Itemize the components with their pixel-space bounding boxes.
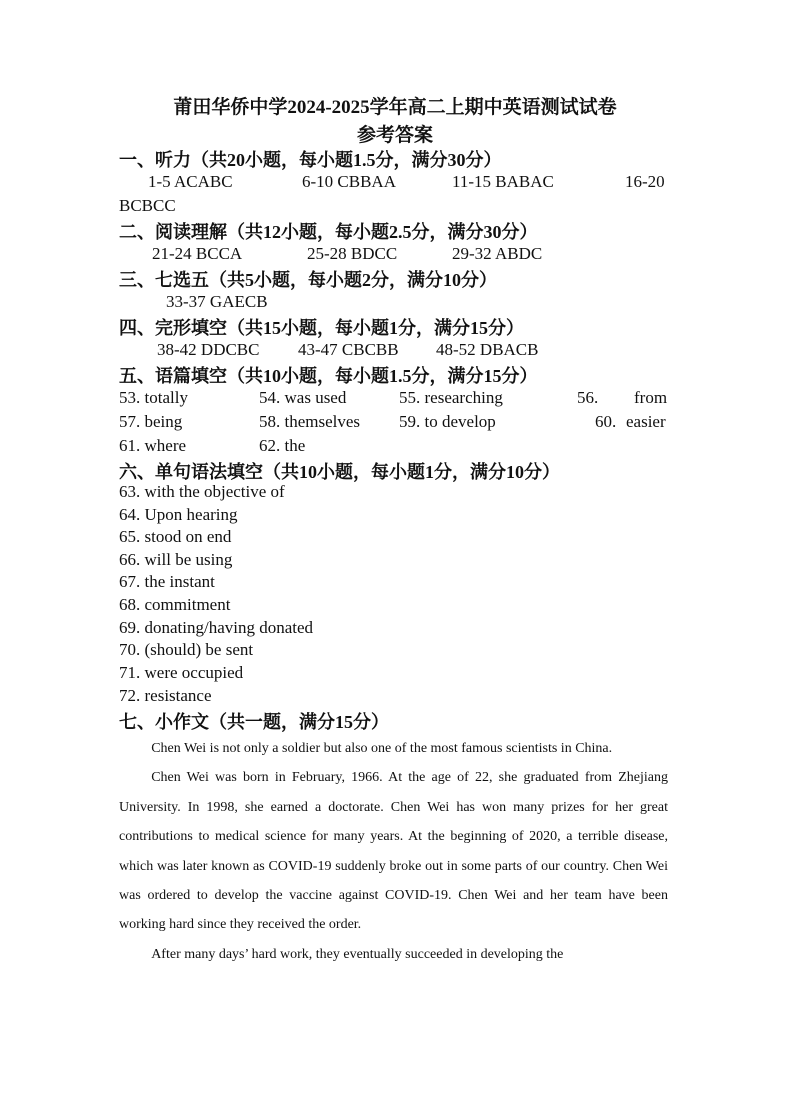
answer-group: 6-10 CBBAA — [302, 172, 396, 191]
answer-group: 29-32 ABDC — [452, 244, 543, 263]
essay-paragraph: Chen Wei was born in February, 1966. At the age of 22, she graduated from Zhejiang University. In 1998, she earned a doctorate. Chen Wei has won many prizes for her great contributions to medical science for many years. At the beginning of 2020, a terrible disease, which was later known as COVID-19 suddenly broke out in some parts of our country. Chen Wei was ordered to develop the vaccine against COVID-19. Chen Wei and her team have been working hard since they received the order. — [119, 770, 668, 933]
answer-group: 33-37 GAECB — [166, 292, 268, 311]
section-heading-reading: 二、阅读理解（共12小题，每小题2.5分，满分30分） — [119, 222, 538, 242]
answer-group: 43-47 CBCBB — [298, 340, 399, 359]
answer-item: 66. will be using — [119, 550, 233, 569]
answer-item: 61. where — [119, 436, 187, 455]
answer-item: 58. themselves — [259, 412, 361, 431]
answer-item: 71. were occupied — [119, 663, 244, 682]
answer-item-word: from — [634, 388, 668, 407]
answer-group: 25-28 BDCC — [307, 244, 398, 263]
answer-group: 38-42 DDCBC — [157, 340, 260, 359]
section-heading-grammar-fill: 六、单句语法填空（共10小题，每小题1分，满分10分） — [119, 462, 560, 482]
answer-item: 53. totally — [119, 388, 188, 407]
answer-item-number: 56. — [577, 388, 599, 407]
answer-group: 11-15 BABAC — [452, 172, 554, 191]
section-heading-passage-fill: 五、语篇填空（共10小题，每小题1.5分，满分15分） — [119, 366, 538, 386]
answer-group: 21-24 BCCA — [152, 244, 243, 263]
answer-item: 67. the instant — [119, 572, 215, 591]
answer-item: 72. resistance — [119, 686, 212, 705]
answer-group-prefix: 16-20 — [625, 172, 665, 191]
page-title: 莆田华侨中学2024-2025学年高二上期中英语测试试卷 — [173, 97, 617, 118]
page-subtitle: 参考答案 — [356, 125, 433, 146]
answer-item-number: 60. — [595, 412, 617, 431]
answer-item: 63. with the objective of — [119, 482, 285, 501]
answer-item: 59. to develop — [399, 412, 496, 431]
answer-item: 68. commitment — [119, 595, 231, 614]
answer-item: 54. was used — [259, 388, 347, 407]
answer-item: 70. (should) be sent — [119, 640, 254, 659]
section-heading-seven-choose-five: 三、七选五（共5小题，每小题2分，满分10分） — [119, 270, 497, 290]
essay-paragraph: Chen Wei is not only a soldier but also one of the most famous scientists in China. — [151, 741, 613, 756]
section-heading-listening: 一、听力（共20小题，每小题1.5分，满分30分） — [119, 150, 502, 170]
section-heading-short-essay: 七、小作文（共一题，满分15分） — [119, 712, 389, 732]
essay-paragraph: After many days’ hard work, they eventually succeeded in developing the — [151, 946, 564, 962]
answer-item: 65. stood on end — [119, 527, 232, 546]
essay-body — [119, 734, 668, 969]
section-heading-cloze: 四、完形填空（共15小题，每小题1分，满分15分） — [119, 318, 524, 338]
answer-item: 57. being — [119, 412, 183, 431]
answer-group: 1-5 ACABC — [148, 172, 233, 191]
answer-item: 64. Upon hearing — [119, 505, 238, 524]
answer-item: 55. researching — [399, 388, 503, 407]
answer-item: 69. donating/having donated — [119, 618, 314, 637]
answer-group-continued: BCBCC — [119, 196, 176, 215]
answer-item: 62. the — [259, 436, 306, 455]
answer-group: 48-52 DBACB — [436, 340, 539, 359]
answer-item-word: easier — [626, 412, 666, 431]
